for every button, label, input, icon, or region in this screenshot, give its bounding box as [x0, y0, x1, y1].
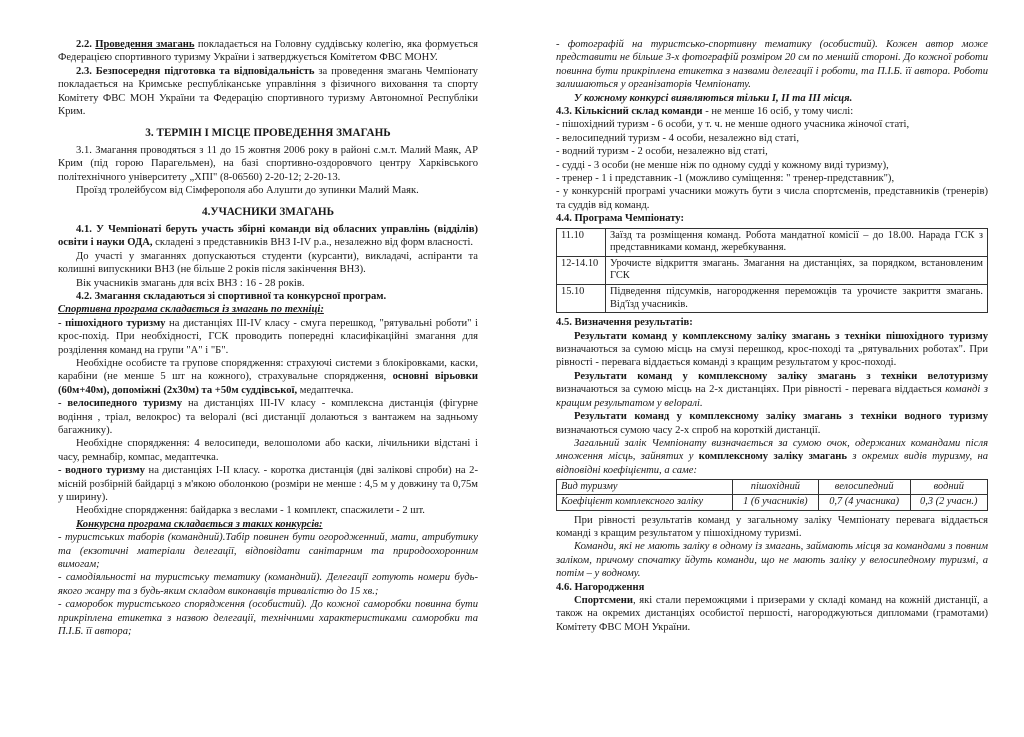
r2-text: визначаються за сумою місць на 2-х дистанціях. При рівності - перевага віддається: [556, 384, 942, 396]
team-line-1: - пішохідний туризм - 6 особи, у т. ч. не менше одного учасника жіночої статі,: [556, 119, 910, 131]
p2-3-bold: Безпосередня підготовка та відповідальність: [95, 65, 315, 77]
r6-italic: Команди, які не мають заліку в одному із змагань, займають місця за командами з повним заліком, причому спочатку йдуть команди, що не мають заліку у велосипедному туризмі, а потім – у водному.: [556, 541, 988, 580]
paragraph-students: До участі у змаганнях допускаються студенти (курсанти), викладачі, аспіранти та колишні випускники ВНЗ (не більше 2 років після закінчення ВНЗ).: [58, 250, 478, 276]
water-bold: - водного туризму: [58, 465, 145, 477]
schedule-table: [556, 228, 988, 314]
p4-5-bold: 4.5. Визначення результатів:: [556, 317, 693, 329]
p4-1-bold: 4.1. У Чемпіонаті беруть участь збірні команди від обласних управлінь (відділів) освіти і науки ОДА,: [58, 223, 478, 249]
r4-end: з окремих видів туризму, на відповідні коефіцієнти, а саме:: [556, 451, 989, 476]
results-tie: При рівності результатів команд у загальному заліку Чемпіонату перевага віддається команді з кращим результатом у пішохідному туризмі.: [556, 514, 988, 539]
aw-text: , які стали переможцями і призерами у складі команд на кожній дистанції, а також на окремих дистанціях особистої першості, нагороджуються дипломами (грамотами) Комітету ФВС МОН України.: [556, 594, 988, 633]
paragraph-2-3: [58, 65, 478, 119]
p4-2-bold: 4.2. Змагання складаються зі спортивної та конкурсної програм.: [76, 290, 387, 302]
equipment-hiking: [58, 357, 478, 397]
aw-bold: Спортсмени: [574, 594, 633, 606]
r4-italic: Загальний залік Чемпіонату визначається за сумою очок, одержаних командами після множення місць, зайнятих у: [556, 437, 988, 463]
bike-paragraph: [58, 397, 478, 437]
table-row: [557, 256, 988, 284]
coef-header-cell: велосипедний: [818, 480, 910, 495]
r2-italic: команді з кращим результатом у веloралі.: [556, 384, 988, 409]
coef-cell: 1 (6 учасників): [733, 495, 819, 510]
right-column: [556, 38, 988, 634]
coef-cell: Коефіцієнт комплексного заліку: [557, 495, 733, 510]
paragraph-4-2: [58, 290, 478, 303]
bike-text: на дистанціях ІІІ-ІV класу - комплексна дистанція (фігурне водіння , тріал, велокрос) та веloралі (всі дистанції долаються з вантажем на задньому багажнику).: [58, 398, 478, 436]
section-3-title: 3. ТЕРМІН І МІСЦЕ ПРОВЕДЕННЯ ЗМАГАНЬ: [145, 127, 391, 140]
sport-program-title: [58, 303, 478, 316]
paragraph-4-4: [556, 212, 988, 225]
coef-header-cell: водний: [910, 480, 987, 495]
paragraph-travel: Проїзд тролейбусом від Сімферополя або Алушти до зупинки Малий Маяк.: [76, 185, 419, 197]
p4-4-bold: 4.4. Програма Чемпіонату:: [556, 213, 684, 225]
p2-3-text: за проведення змагань Чемпіонату покладається на Кримське республіканське управління з фізичного виховання та спорту Комітету ФВС МОН України та Федерацію спортивного туризму Автономної Республіки Крим.: [58, 65, 478, 118]
schedule-date: 12-14.10: [557, 256, 606, 284]
hiking-bold: - пішохідного туризму: [58, 317, 166, 329]
contest-winners-text: У кожному конкурсі виявляються тільки І, ІІ та ІІІ місця.: [574, 92, 853, 104]
paragraph-age: Вік учасників змагань для всіх ВНЗ : 16 - 28 років.: [76, 277, 305, 289]
team-line-4: - судді - 3 особи (не менше ніж по одному судді у кожному виді туризму),: [556, 159, 889, 171]
p2-2-bold: Проведення змагань: [95, 39, 195, 50]
coefficient-table: [556, 479, 988, 510]
equipment-bike: Необхідне спорядження: 4 велосипеди, велошоломи або каски, лічильники відстані і часу, ремнабір, компас, медаптечка.: [58, 438, 478, 463]
contest-camps-text: - туристських таборів (командний).Табір повинен бути огородженний, мати, атрибутику та (екзотичні матеріали делегації, відповідати санітарним та природоохоронним вимогам;: [58, 532, 478, 571]
r1-text: визначаються за сумою місць на смузі перешкод, крос-поході та „рятувальних роботах". При рівності - перевага віддається команді з кращим результатом у крос-поході.: [556, 344, 988, 369]
p2-2-text: покладається на Головну суддівську колегію, яка формується Федерацією спортивного туризму України і затверджується Комітетом ФВС МОНУ.: [58, 39, 478, 64]
p2-2-num: 2.2.: [76, 39, 92, 50]
team-line-5: - тренер - 1 і представник -1 (можливо суміщення: " тренер-представник"),: [556, 173, 895, 185]
contest-winners: [556, 92, 988, 105]
p4-6-bold: 4.6. Нагородження: [556, 581, 645, 593]
schedule-date: 11.10: [557, 228, 606, 256]
results-hiking: [556, 330, 988, 370]
p4-3-text: - не менше 16 осіб, у тому числі:: [702, 106, 854, 118]
p4-1-text: складені з представників ВНЗ І-ІV р.а., незалежно від форм власності.: [152, 237, 474, 249]
contest-camps: [58, 531, 478, 571]
paragraph-4-3: [556, 105, 988, 118]
left-column: [58, 38, 478, 638]
paragraph-4-1: [58, 223, 478, 250]
schedule-date: 15.10: [557, 285, 606, 313]
table-header-row: [557, 480, 988, 495]
paragraph-4-6: [556, 581, 988, 594]
p4-3-bold: 4.3. Кількісний склад команди: [556, 106, 703, 118]
p2-3-num: 2.3.: [76, 65, 92, 77]
table-row: [557, 495, 988, 510]
table-row: [557, 228, 988, 256]
paragraph-3-1: 3.1. Змагання проводяться з 11 до 15 жовтня 2006 року в районі с.м.т. Малий Маяк, АР Крим (під горою Парагельмен), на базі спортивно-оздоровчого центру Харківського політехнічного університету „ХПІ" (8-06560) 2-20-12; 2-20-13.: [58, 144, 478, 183]
r3-text: визначаються сумою часу 2-х спроб на короткій дистанції.: [556, 424, 821, 436]
r1-bold: Результати команд у комплексному заліку змагань з техніки пішохідного туризму: [574, 330, 988, 342]
contest-performance-text: - самодіяльності на туристську тематику (командний). Делегації готують номери будь-якого жанру та з будь-яким складом виконавців тривалістю до 15 хв.;: [58, 572, 478, 597]
hiking-paragraph: [58, 317, 478, 357]
team-line-3: - водний туризм - 2 особи, незалежно від статі,: [556, 146, 768, 158]
contest-program-label: Конкурсна програма складається з таких конкурсів:: [76, 518, 323, 530]
equip1-end: медаптечка.: [297, 384, 354, 396]
r4-bold: комплексному заліку змагань: [693, 451, 847, 463]
paragraph-4-5: [556, 316, 988, 329]
results-bike: [556, 370, 988, 410]
results-overall: [556, 437, 988, 477]
coef-cell: 0,3 (2 учасн.): [910, 495, 987, 510]
table-row: [557, 285, 988, 313]
paragraph-2-2: [58, 38, 478, 65]
contest-performance: [58, 571, 478, 598]
r2-bold: Результати команд у комплексному заліку змагань з техніки велотуризму: [574, 370, 988, 382]
team-line-2: - велосипедний туризм - 4 особи, незалежно від статі,: [556, 132, 799, 144]
equip1-bold: основні вірьовки (60м+40м), допоміжні (2х30м) та +50м суддівської,: [58, 371, 478, 396]
results-incomplete: [556, 540, 988, 580]
equip1-text: Необхідне особисте та групове спорядження: страхуючі системи з блокіровками, каски, карабіни (не менше 5 шт на кожного), страхувальне спорядження,: [58, 357, 478, 383]
bike-bold: - велосипедного туризму: [58, 398, 183, 410]
contest-homemade-text: - саморобок туристського спорядження (особистий). До кожної саморобки повинна бути прикріплена етикетка з назвою делегації, технічними характеристиками саморобки та П.І.Б. її автора;: [58, 599, 478, 638]
contest-homemade: [58, 598, 478, 638]
hiking-text: на дистанціях ІІІ-IV класу - смуга перешкод, "рятувальні роботи" і крос-похід. При необхідності, ГСК проводить попередні класифікаційні змагання для розділення команд на групи "А" і "Б".: [58, 317, 478, 356]
results-water: [556, 410, 988, 437]
schedule-text: Підведення підсумків, нагородження переможців та урочисте закриття змагань. Від'їзд учасників.: [606, 285, 988, 313]
water-paragraph: [58, 464, 478, 504]
contest-photos: [556, 38, 988, 92]
contest-photos-text: - фотографій на туристсько-спортивну тематику (особистий). Кожен автор може представити не більше 3-х фотографій розміром 20 см по меншій стороні. До кожної роботи повинна бути прикріплена етикетка з назвами делегації і роботи, та П.І.Б. її автора. Роботи залишаються у організаторів Чемпіонату.: [556, 39, 988, 91]
r3-bold: Результати команд у комплексному заліку змагань з техніки водного туризму: [574, 411, 988, 423]
team-line-6: - у конкурсній програмі учасники можуть бути з числа спортсменів, представників (тренерів) та суддів від команд.: [556, 186, 988, 211]
water-text: на дистанціях І-ІІ класу. - коротка дистанція (дві залікові спроби) на 2-місній розбірній байдарці з м'якою оболонкою (розміри не менше : 4,5 м у довжину та 0,75м у ширину).: [58, 465, 479, 503]
schedule-text: Заїзд та розміщення команд. Робота мандатної комісії – до 18.00. Нарада ГСК з представниками команд, жеребкування.: [606, 228, 988, 256]
sport-program-label: Спортивна програма складається із змагань по техніці:: [58, 304, 324, 316]
section-4-title: 4.УЧАСНИКИ ЗМАГАНЬ: [201, 206, 335, 219]
coef-header-cell: пішохідний: [733, 480, 819, 495]
contest-program-title: [58, 518, 478, 531]
coef-header-cell: Вид туризму: [557, 480, 733, 495]
awards-paragraph: [556, 594, 988, 634]
coef-cell: 0,7 (4 учасника): [818, 495, 910, 510]
equipment-water: Необхідне спорядження: байдарка з веслами - 1 комплект, спасжилети - 2 шт.: [76, 505, 425, 517]
schedule-text: Урочисте відкриття змагань. Змагання на дистанціях, за порядком, встановленим ГСК: [606, 256, 988, 284]
